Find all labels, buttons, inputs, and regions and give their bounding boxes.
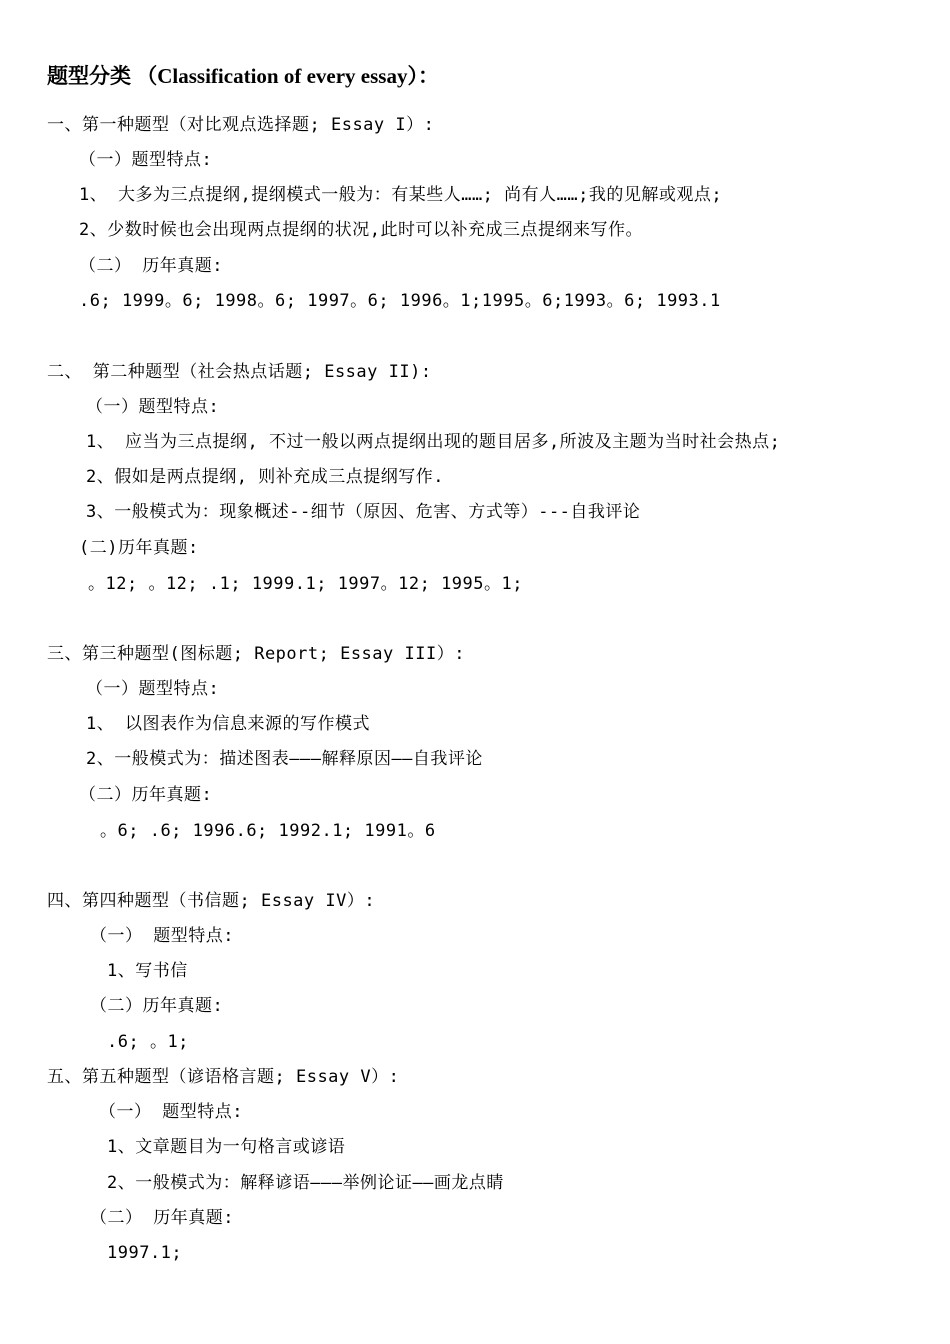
section-1-features-label: （一）题型特点: bbox=[79, 150, 213, 170]
section-1-feature-1: 1、 大多为三点提纲,提纲模式一般为：有某些人……; 尚有人……;我的见解或观点; bbox=[79, 185, 723, 205]
section-5-feature-2: 2、一般模式为：解释谚语———举例论证——画龙点睛 bbox=[107, 1173, 504, 1193]
section-1-feature-2: 2、少数时候也会出现两点提纲的状况,此时可以补充成三点提纲来写作。 bbox=[79, 220, 643, 240]
section-2-feature-3: 3、一般模式为：现象概述--细节（原因、危害、方式等）---自我评论 bbox=[86, 502, 641, 522]
section-3-history: 。6; .6; 1996.6; 1992.1; 1991。6 bbox=[100, 821, 436, 841]
section-2-feature-1: 1、 应当为三点提纲, 不过一般以两点提纲出现的题目居多,所波及主题为当时社会热点; bbox=[86, 432, 781, 452]
section-4-history: .6; 。1; bbox=[107, 1032, 189, 1052]
section-2-feature-2: 2、假如是两点提纲, 则补充成三点提纲写作. bbox=[86, 467, 444, 487]
section-5-history-label: （二） 历年真题: bbox=[90, 1208, 234, 1228]
section-2-features-label: （一）题型特点: bbox=[86, 397, 220, 417]
section-5-feature-1: 1、文章题目为一句格言或谚语 bbox=[107, 1137, 346, 1157]
section-3-feature-2: 2、一般模式为：描述图表———解释原因——自我评论 bbox=[86, 749, 483, 769]
section-5-history: 1997.1; bbox=[107, 1243, 183, 1263]
section-2-history: 。12; 。12; .1; 1999.1; 1997。12; 1995。1; bbox=[88, 574, 523, 594]
section-3-feature-1: 1、 以图表作为信息来源的写作模式 bbox=[86, 714, 370, 734]
section-3-history-label: （二）历年真题: bbox=[79, 785, 213, 805]
section-1-history: .6; 1999。6; 1998。6; 1997。6; 1996。1;1995。6;1993。6; 1993.1 bbox=[79, 291, 721, 311]
section-5-heading: 五、第五种题型（谚语格言题; Essay V）: bbox=[47, 1067, 400, 1087]
section-1-heading: 一、第一种题型（对比观点选择题; Essay I）: bbox=[47, 115, 435, 135]
document-title: 题型分类 （Classification of every essay）： bbox=[47, 64, 439, 88]
section-3-features-label: （一）题型特点: bbox=[86, 679, 220, 699]
section-4-features-label: （一） 题型特点: bbox=[90, 926, 234, 946]
section-1-history-label: （二） 历年真题: bbox=[79, 256, 223, 276]
section-2-heading: 二、 第二种题型（社会热点话题; Essay II): bbox=[47, 362, 432, 382]
section-4-history-label: （二）历年真题: bbox=[90, 996, 224, 1016]
section-3-heading: 三、第三种题型(图标题; Report; Essay III）: bbox=[47, 644, 465, 664]
section-4-heading: 四、第四种题型（书信题; Essay IV）: bbox=[47, 891, 376, 911]
section-2-history-label: (二)历年真题: bbox=[79, 538, 199, 558]
section-5-features-label: （一） 题型特点: bbox=[99, 1102, 243, 1122]
section-4-feature-1: 1、写书信 bbox=[107, 961, 188, 981]
